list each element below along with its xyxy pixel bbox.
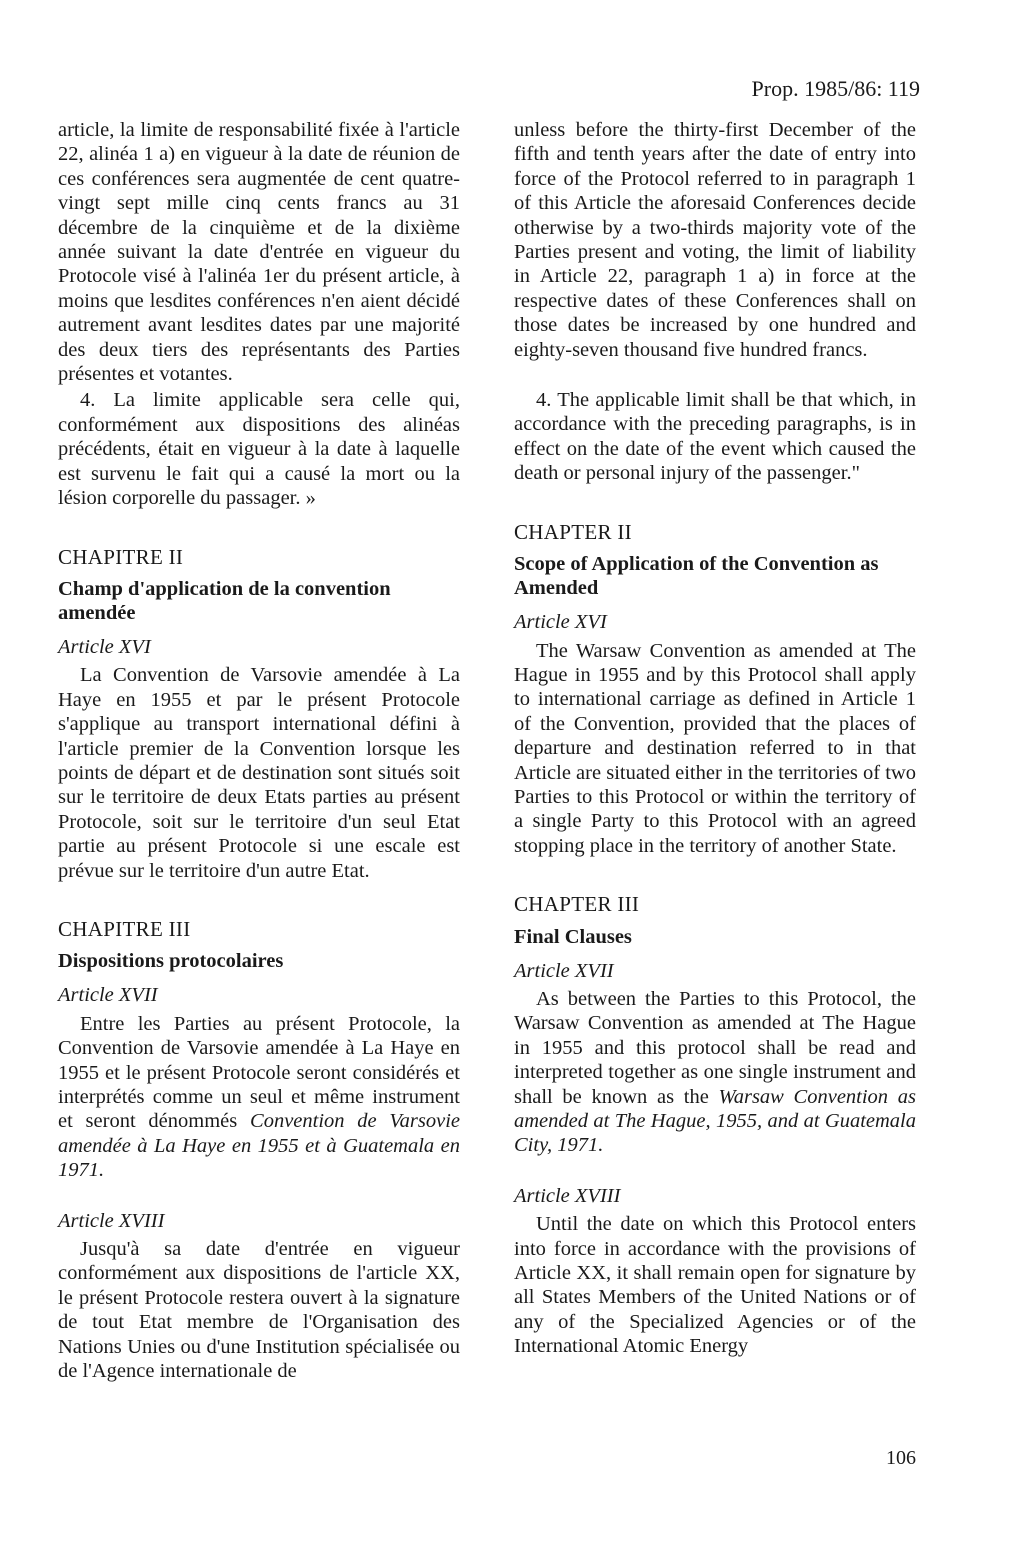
- english-article-17-heading: Article XVII: [514, 959, 614, 982]
- french-article-17-heading: Article XVII: [58, 984, 158, 1007]
- french-article-17-text: Entre les Parties au présent Protocole, la Convention de Varsovie amendée à La Haye en 1955 et le présent Protocole seront considérés et interprétés comme un seul et même instrument et seront dénommés: [58, 1012, 460, 1133]
- document-reference: Prop. 1985/86: 119: [751, 76, 920, 101]
- french-article-17-italic-title: Convention de Varsovie amendée à La Haye en 1955 et à Guatemala en 1971.: [58, 1110, 461, 1182]
- french-article-18-text: Jusqu'à sa date d'entrée en vigueur conformément aux dispositions de l'article XX, le présent Protocole restera ouvert à la signature de tout Etat membre de l'Organisation des Nations Unies ou d'une Institution spécialisée ou de l'Agence internationale de: [58, 1238, 460, 1383]
- french-chapter-3-subtitle: Dispositions protocolaires: [58, 950, 284, 973]
- french-article-16-text: La Convention de Varsovie amendée à La Haye en 1955 et par le présent Protocole s'applique au transport international défini à l'article premier de la Convention lorsque les points de départ et de destination sont situés soit sur le territoire de deux Etats parties au présent Protocole, soit sur le territoire d'un seul Etat partie au présent Protocole si une escale est prévue sur le territoire d'un autre Etat.: [58, 664, 460, 882]
- french-chapter-2-subtitle: Champ d'application de la convention amendée: [58, 577, 391, 624]
- french-article-16-heading: Article XVI: [58, 635, 151, 658]
- french-article-18-heading: Article XVIII: [58, 1209, 165, 1232]
- english-paragraph-continued: unless before the thirty-first December of the fifth and tenth years after the date of entry into force of the Protocol referred to in paragraph 1 of this Article the aforesaid Conferences decide otherwise by a two-thirds majority vote of the Parties present and voting, the limit of liability in Article 22, paragraph 1 a) in force at the respective dates of these Conferences shall on those dates be increased by one hundred and eighty-seven thousand five hundred francs.: [514, 119, 916, 361]
- french-column: [58, 118, 460, 1383]
- english-column: [514, 118, 916, 1359]
- english-article-16-text: The Warsaw Convention as amended at The Hague in 1955 and by this Protocol shall apply to international carriage as defined in Article 1 of the Convention, provided that the places of departure and destination referred to in that Article are situated either in the territories of two Parties to this Protocol or within the territory of a single Party to this Protocol with an agreed stopping place in the territory of another State.: [514, 639, 916, 857]
- french-paragraph-4: 4. La limite applicable sera celle qui, conformément aux dispositions des alinéas précédents, était en vigueur à la date à laquelle est survenu le fait qui a causé la mort ou la lésion corporelle du passager. »: [58, 389, 460, 510]
- english-paragraph-4: 4. The applicable limit shall be that which, in accordance with the preceding paragraphs, is in effect on the date of the event which caused the death or personal injury of the passenger.": [514, 389, 916, 485]
- english-article-17-paragraph: [514, 987, 916, 1158]
- french-article-17-paragraph: [58, 1012, 460, 1183]
- english-chapter-2-subtitle: Scope of Application of the Convention as Amended: [514, 553, 879, 600]
- english-article-18-heading: Article XVIII: [514, 1184, 621, 1207]
- page-number: 106: [886, 1447, 916, 1469]
- french-chapter-2-title: CHAPITRE II: [58, 544, 184, 569]
- english-article-17-text: As between the Parties to this Protocol, the Warsaw Convention as amended at The Hague in 1955 and this protocol shall be read and interpreted together as one single instrument and shall be known as the: [514, 987, 916, 1108]
- english-article-18-text: Until the date on which this Protocol enters into force in accordance with the provisions of Article XX, it shall remain open for signature by all States Members of the United Nations or of any of the Specialized Agencies or of the International Atomic Energy: [514, 1213, 916, 1358]
- english-article-17-italic-title: Warsaw Convention as amended at The Hague, 1955, and at Guatemala City, 1971.: [514, 1085, 916, 1157]
- english-chapter-3-title: CHAPTER III: [514, 892, 640, 917]
- english-chapter-2-title: CHAPTER II: [514, 519, 632, 544]
- english-chapter-3-subtitle: Final Clauses: [514, 925, 632, 948]
- french-chapter-3-title: CHAPITRE III: [58, 916, 191, 941]
- english-article-16-heading: Article XVI: [514, 611, 607, 634]
- french-paragraph-continued: article, la limite de responsabilité fixée à l'article 22, alinéa 1 a) en vigueur à la date de réunion de ces conférences sera augmentée de cent quatre-vingt sept mille cinq cents francs au 31 décembre de la cinquième et de la dixième année suivant la date d'entrée en vigueur du Protocole visé à l'alinéa 1er du présent article, à moins que lesdites conférences n'en aient décidé autrement avant lesdites dates par une majorité des deux tiers des représentants des Parties présentes et votantes.: [58, 119, 460, 386]
